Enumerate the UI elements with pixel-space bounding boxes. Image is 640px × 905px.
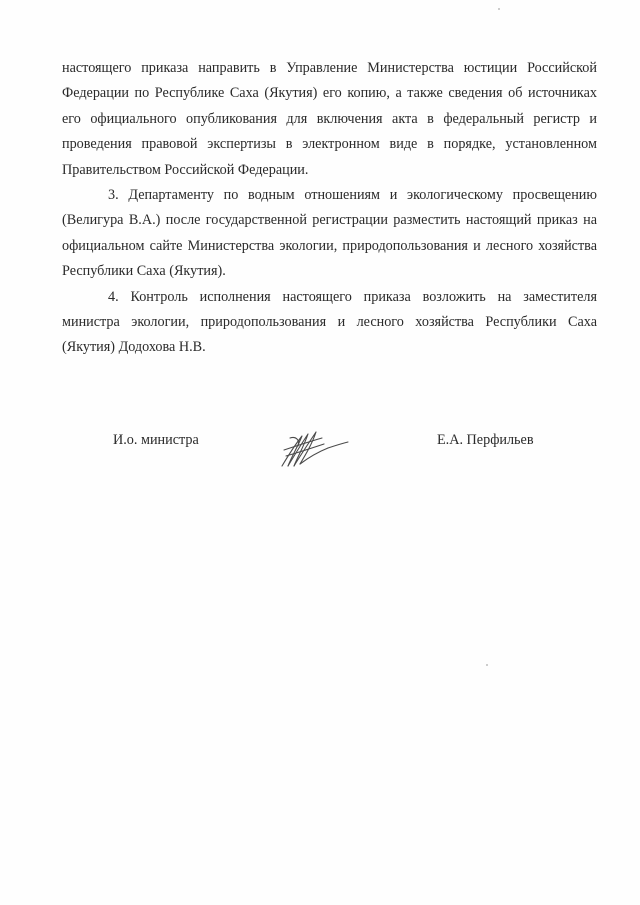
scan-speck [498, 8, 500, 10]
scan-speck [486, 664, 488, 666]
paragraph-continuation: настоящего приказа направить в Управление Министерства юстиции Российской Федерации по Республике Саха (Якутия) его копию, а также сведения об источниках его официального опубликования для включения акта в федеральный регистр и проведения правовой экспертизы в электронном виде в порядке, установленном Правительством Российской Федерации. [62, 60, 597, 178]
signatory-position: И.о. министра [113, 432, 199, 448]
paragraph-item-4: 4. Контроль исполнения настоящего приказа возложить на заместителя министра экологии, природопользования и лесного хозяйства Республики Саха (Якутия) Додохова Н.В. [62, 288, 597, 356]
signatory-name: Е.А. Перфильев [437, 432, 534, 448]
signature-block [0, 426, 640, 476]
document-body [62, 56, 597, 361]
paragraph-item-3: 3. Департаменту по водным отношениям и экологическому просвещению (Велигура В.А.) после государственной регистрации разместить настоящий приказ на официальном сайте Министерства экологии, природопользования и лесного хозяйства Республики Саха (Якутия). [62, 187, 597, 280]
handwritten-signature-icon [278, 426, 350, 472]
